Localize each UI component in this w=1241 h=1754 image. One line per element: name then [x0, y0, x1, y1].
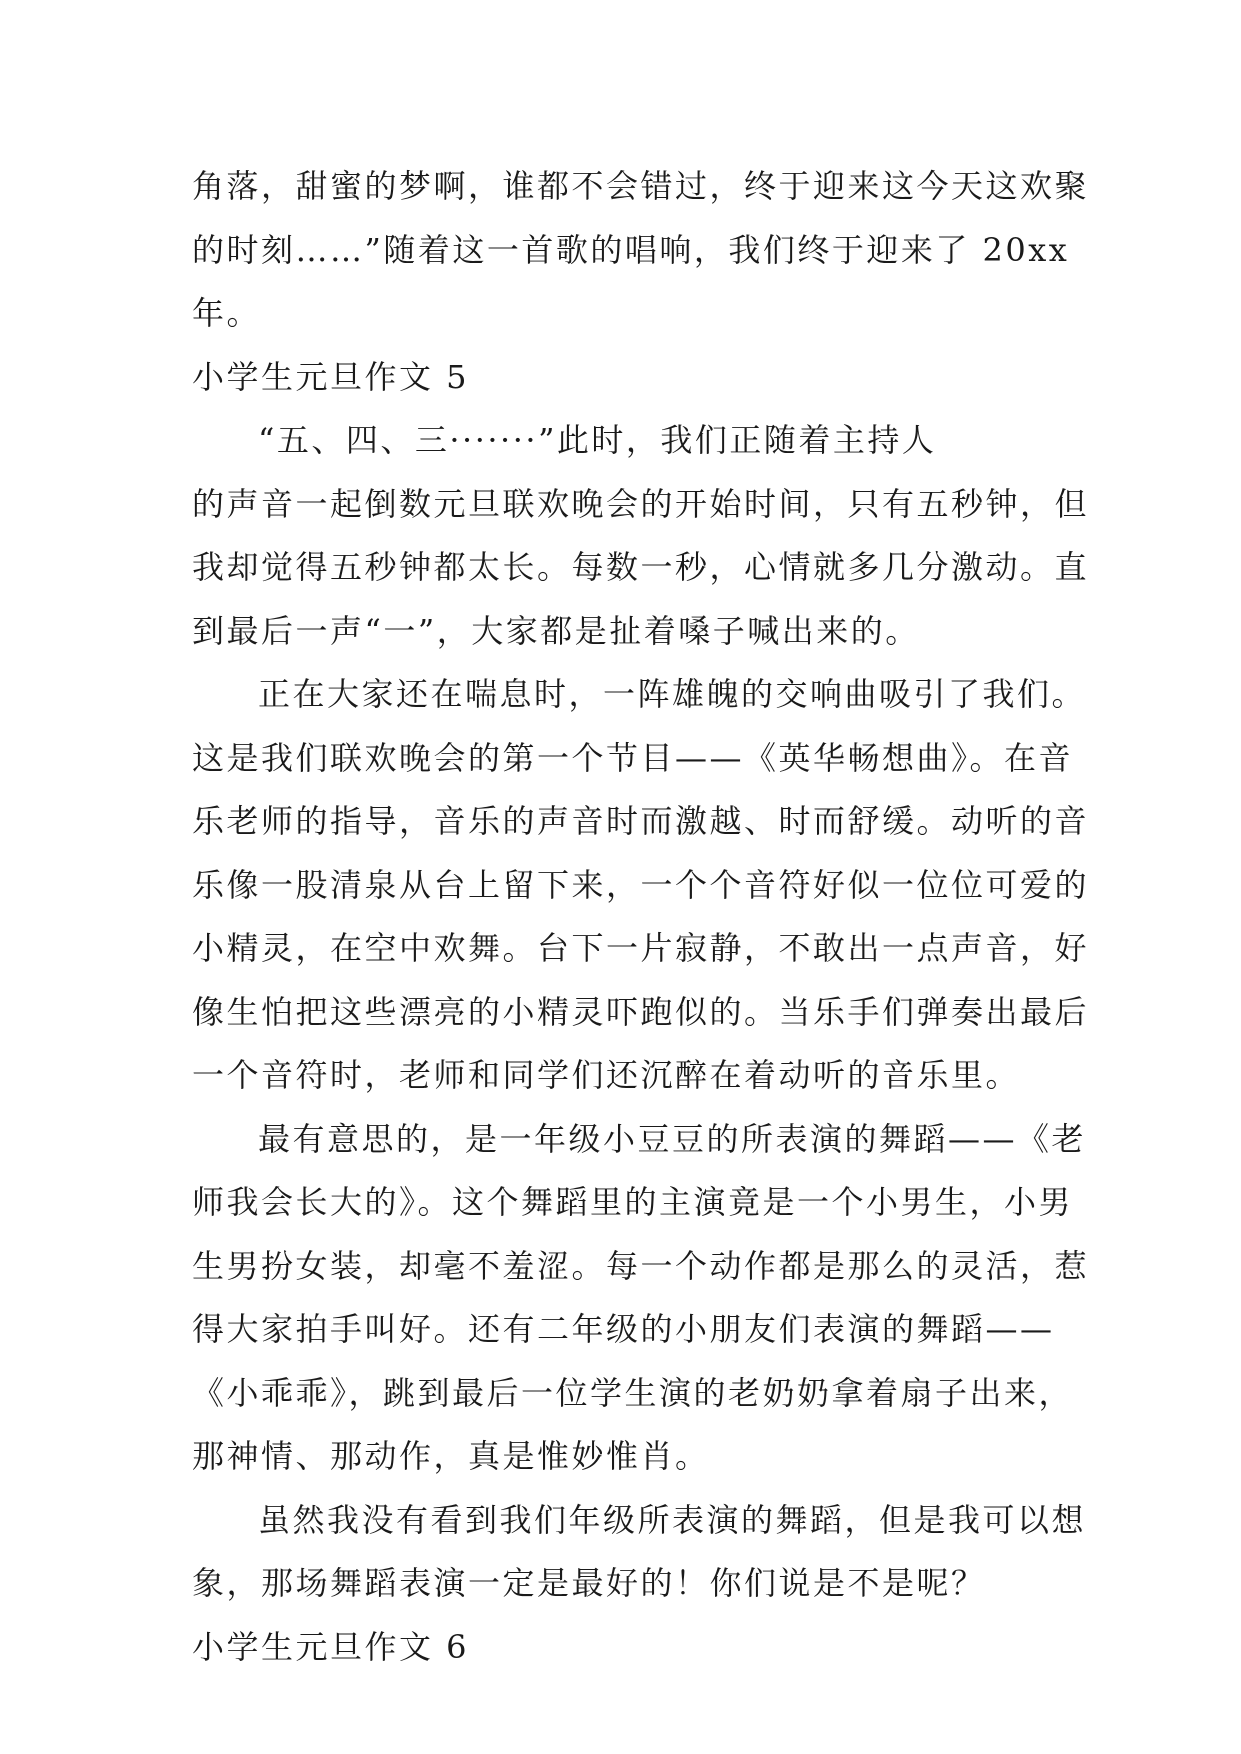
text-line: 小精灵，在空中欢舞。台下一片寂静，不敢出一点声音，好 [192, 929, 1090, 967]
text-line: 乐像一股清泉从台上留下来，一个个音符好似一位位可爱的 [192, 865, 1090, 904]
text-line: 师我会长大的》。这个舞蹈里的主演竟是一个小男生，小男 [192, 1183, 1074, 1221]
text-line: 那神情、那动作，真是惟妙惟肖。 [192, 1437, 710, 1475]
text-line: 虽然我没有看到我们年级所表演的舞蹈，但是我可以想 [258, 1500, 1087, 1539]
text-line: “五、四、三·······”此时，我们正随着主持人 [258, 421, 937, 459]
text-line: 《小乖乖》，跳到最后一位学生演的老奶奶拿着扇子出来， [192, 1373, 1074, 1412]
text-line: 乐老师的指导，音乐的声音时而激越、时而舒缓。动听的音 [192, 802, 1090, 840]
text-line: 生男扮女装，却毫不羞涩。每一个动作都是那么的灵活，惹 [192, 1246, 1090, 1285]
text-line: 正在大家还在喘息时，一阵雄魄的交响曲吸引了我们。 [258, 675, 1087, 713]
text-line: 最有意思的，是一年级小豆豆的所表演的舞蹈——《老 [258, 1119, 1087, 1158]
text-line: 角落，甜蜜的梦啊，谁都不会错过，终于迎来这今天这欢聚 [192, 167, 1090, 205]
document-body [192, 155, 1090, 1679]
essay-heading-6: 小学生元旦作文 6 [192, 1627, 470, 1666]
text-line: 的时刻……”随着这一首歌的唱响，我们终于迎来了 20xx [192, 230, 1070, 269]
essay-heading-5: 小学生元旦作文 5 [192, 357, 470, 396]
paragraph-dance [192, 1108, 1090, 1489]
text-line: 象，那场舞蹈表演一定是最好的！你们说是不是呢？ [192, 1564, 986, 1602]
continuation-paragraph [192, 155, 1090, 346]
text-line: 像生怕把这些漂亮的小精灵吓跑似的。当乐手们弹奏出最后 [192, 992, 1090, 1031]
text-line: 这是我们联欢晚会的第一个节目——《英华畅想曲》。在音 [192, 738, 1074, 777]
text-line: 年。 [192, 294, 262, 332]
text-line: 我却觉得五秒钟都太长。每数一秒，心情就多几分激动。直 [192, 548, 1090, 586]
text-line: 一个音符时，老师和同学们还沉醉在着动听的音乐里。 [192, 1056, 1021, 1094]
text-line: 的声音一起倒数元旦联欢晚会的开始时间，只有五秒钟，但 [192, 484, 1090, 523]
paragraph-countdown [192, 409, 1090, 663]
paragraph-symphony [192, 663, 1090, 1108]
paragraph-conclusion [192, 1489, 1087, 1616]
text-line: 得大家拍手叫好。还有二年级的小朋友们表演的舞蹈—— [192, 1310, 1055, 1348]
text-line: 到最后一声“一”，大家都是扯着嗓子喊出来的。 [192, 611, 920, 650]
